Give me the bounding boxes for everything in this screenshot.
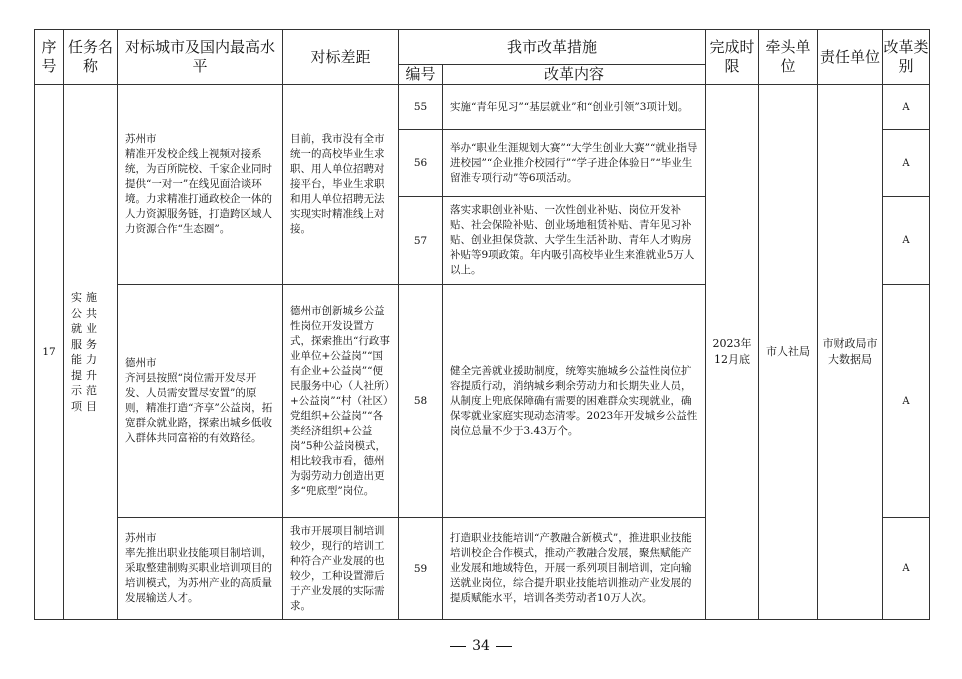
measure-no: 56 [399,130,443,197]
measure-content: 打造职业技能培训“产教融合新模式”，推进职业技能培训校企合作模式，推动产教融合发展，聚焦赋能产业发展和地域特色，开展一系列项目制培训，定向输送就业岗位，综合提升职业技能培训推动产业发展的提质赋能水平，培训各类劳动者10万人次。 [443,518,706,620]
measure-category: A [883,197,930,285]
measure-no: 58 [399,285,443,518]
page-number: 34 [472,638,490,654]
row-lead: 市人社局 [759,85,818,620]
measure-no: 57 [399,197,443,285]
row-deadline: 2023年12月底 [706,85,759,620]
gap-suzhou-2: 我市开展项目制培训较少，现行的培训工种符合产业发展的也较少，工种设置滞后于产业发展的实际需求。 [283,518,399,620]
header-measures: 我市改革措施 [399,30,706,65]
row-task: 实施公共就业服务能力提升示范项目 [64,85,118,620]
benchmark-suzhou-2 [118,518,283,620]
measure-content: 举办“职业生涯规划大赛”“大学生创业大赛”“就业指导进校园”“企业推介校园行”“学子进企体验日”“毕业生留淮专项行动”等6项活动。 [443,130,706,197]
row-responsible: 市财政局市大数据局 [818,85,883,620]
benchmark-text: 率先推出职业技能项目制培训，采取整建制购买职业培训项目的培训模式，为苏州产业的高质量发展输送人才。 [125,547,272,604]
benchmark-city: 苏州市 [125,133,157,145]
benchmark-city: 德州市 [125,357,157,369]
row-seq: 17 [35,85,64,620]
reform-table [34,29,930,620]
header-category: 改革类别 [883,30,930,85]
header-seq: 序号 [35,30,64,85]
measure-content: 落实求职创业补贴、一次性创业补贴、岗位开发补贴、社会保险补贴、创业场地租赁补贴、青年见习补贴、创业担保贷款、大学生生活补助、青年人才购房补贴等9项政策。年内吸引高校毕业生来淮就业5万人以上。 [443,197,706,285]
measure-no: 59 [399,518,443,620]
header-task: 任务名称 [64,30,118,85]
benchmark-suzhou-1 [118,85,283,285]
header-benchmark: 对标城市及国内最高水平 [118,30,283,85]
gap-dezhou: 德州市创新城乡公益性岗位开发设置方式，探索推出“行政事业单位+公益岗”“国有企业+公益岗”“便民服务中心（人社所）+公益岗”“村（社区）党组织+公益岗”“各类经济组织+公益岗”5种公益岗模式，相比较我市看，德州为弱劳动力创造出更多“兜底型”岗位。 [283,285,399,518]
measure-content: 健全完善就业援助制度，统筹实施城乡公益性岗位扩容提质行动，消纳城乡剩余劳动力和长期失业人员，从制度上兜底保障确有需要的困难群众实现就业，确保零就业家庭实现动态清零。2023年开发城乡公益性岗位总量不少于3.43万个。 [443,285,706,518]
benchmark-text: 精准开发校企线上视频对接系统，为百所院校、千家企业同时提供“一对一”在线见面洽谈环境。力求精准打通政校企一体的人力资源服务链，打造跨区域人力资源合作“生态圈”。 [125,148,272,235]
header-measure-no: 编号 [399,65,443,85]
measure-category: A [883,85,930,130]
benchmark-city: 苏州市 [125,532,157,544]
header-measure-content: 改革内容 [443,65,706,85]
measure-category: A [883,285,930,518]
measure-no: 55 [399,85,443,130]
measure-category: A [883,130,930,197]
footer-dash-right [496,646,512,647]
header-responsible: 责任单位 [818,30,883,85]
footer-dash-left [450,646,466,647]
benchmark-text: 齐河县按照“岗位需开发尽开发、人员需安置尽安置”的原则，精准打造“齐享”公益岗，拓宽群众就业路，探索出城乡低收入群体共同富裕的有效路径。 [125,372,273,444]
header-lead: 牵头单位 [759,30,818,85]
header-deadline: 完成时限 [706,30,759,85]
gap-suzhou-1: 目前，我市没有全市统一的高校毕业生求职、用人单位招聘对接平台，毕业生求职和用人单位招聘无法实现实时精准线上对接。 [283,85,399,285]
page-footer [0,638,962,654]
benchmark-dezhou [118,285,283,518]
header-gap: 对标差距 [283,30,399,85]
measure-category: A [883,518,930,620]
measure-content: 实施“青年见习”“基层就业”和“创业引领”3项计划。 [443,85,706,130]
